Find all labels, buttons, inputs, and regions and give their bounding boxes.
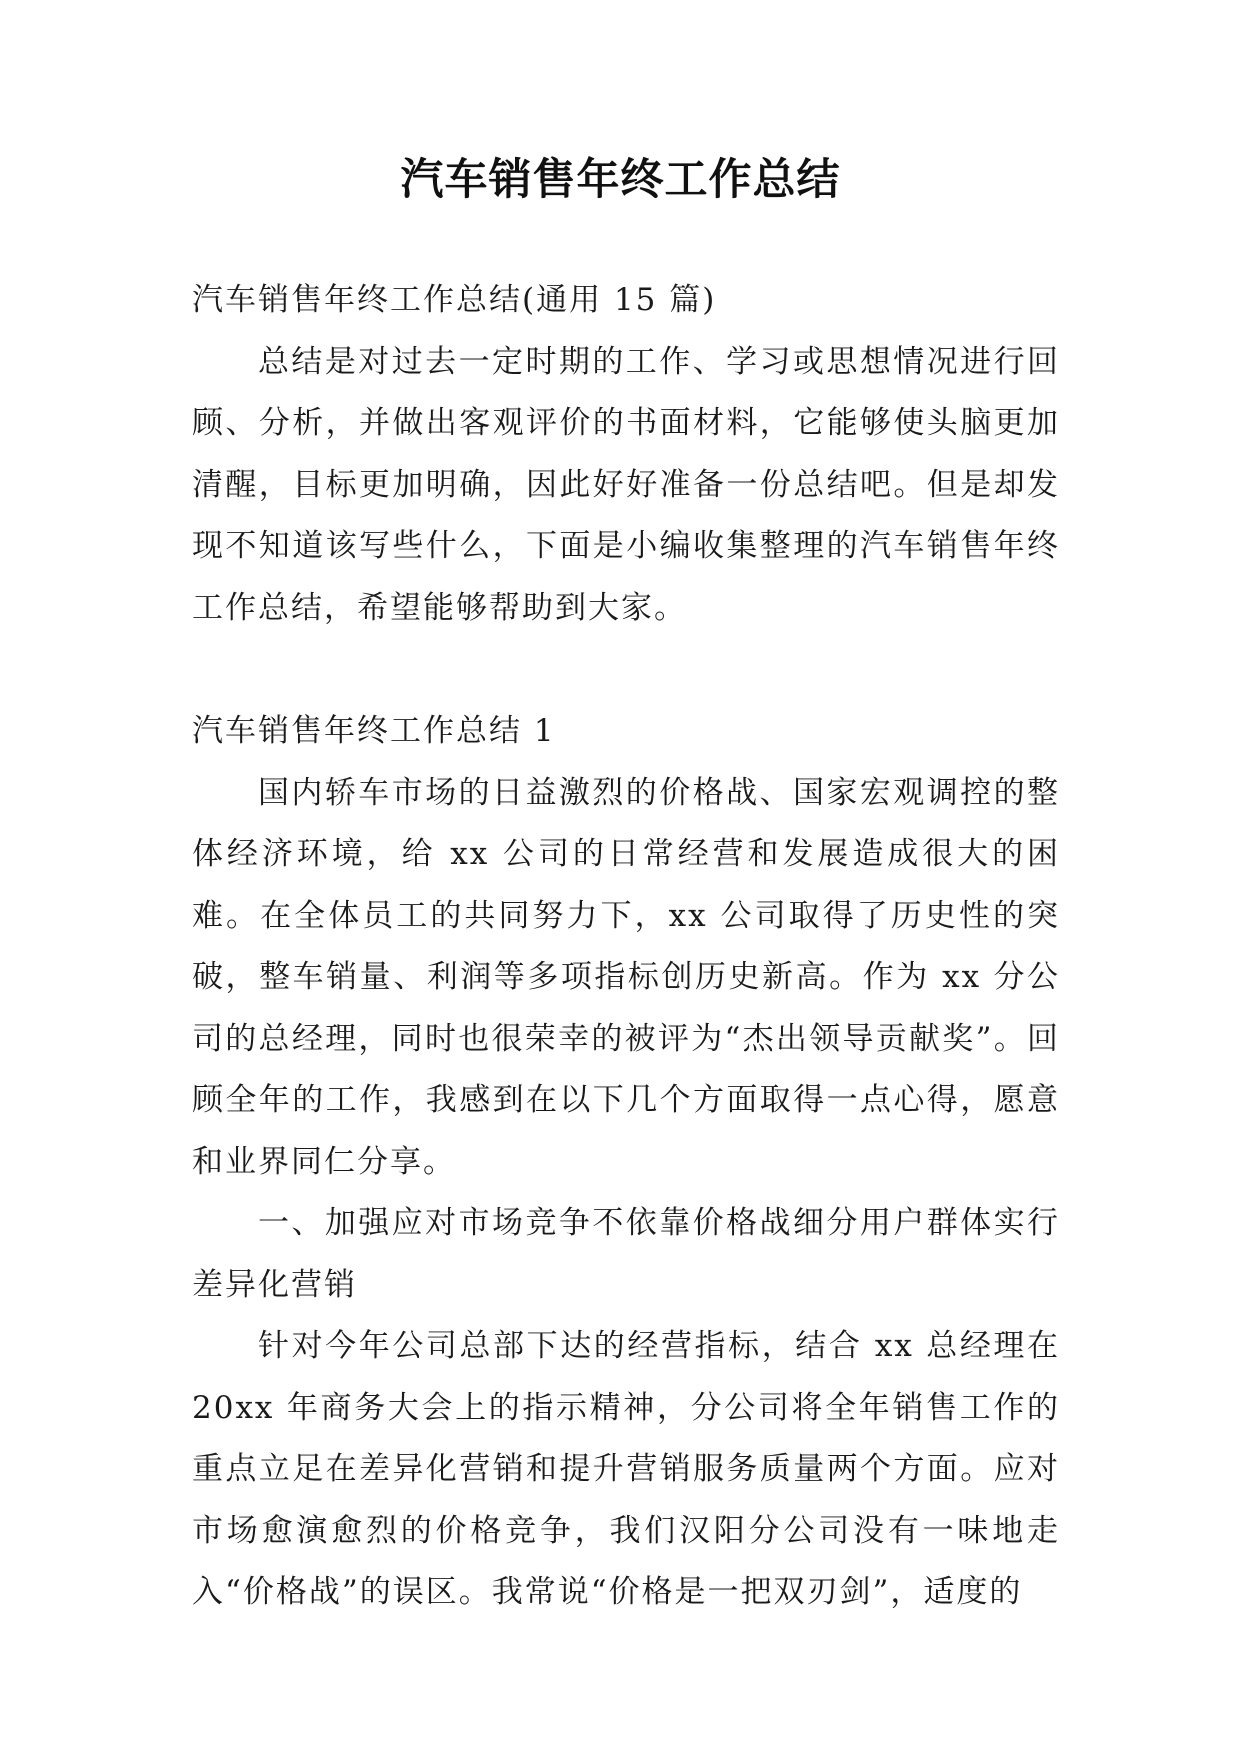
document-subtitle: 汽车销售年终工作总结(通用 15 篇): [192, 282, 717, 318]
document-body: [192, 270, 1060, 1624]
intro-paragraph: 总结是对过去一定时期的工作、学习或思想情况进行回顾、分析，并做出客观评价的书面材料，它能够使头脑更加清醒，目标更加明确，因此好好准备一份总结吧。但是却发现不知道该写些什么，下面是小编收集整理的汽车销售年终工作总结，希望能够帮助到大家。: [192, 343, 1060, 626]
body-paragraph: 国内轿车市场的日益激烈的价格战、国家宏观调控的整体经济环境，给 xx 公司的日常经营和发展造成很大的困难。在全体员工的共同努力下，xx 公司取得了历史性的突破，整车销量、利润等多项指标创历史新高。作为 xx 分公司的总经理，同时也很荣幸的被评为“杰出领导贡献奖”。回顾全年的工作，我感到在以下几个方面取得一点心得，愿意和业界同仁分享。: [192, 774, 1060, 1180]
section-heading: 汽车销售年终工作总结 1: [192, 713, 556, 749]
point-heading: 一、加强应对市场竞争不依靠价格战细分用户群体实行差异化营销: [192, 1205, 1060, 1303]
document-title: 汽车销售年终工作总结: [400, 155, 841, 205]
body-paragraph: 针对今年公司总部下达的经营指标，结合 xx 总经理在20xx 年商务大会上的指示精神，分公司将全年销售工作的重点立足在差异化营销和提升营销服务质量两个方面。应对市场愈演愈烈的价格竞争，我们汉阳分公司没有一味地走入“价格战”的误区。我常说“价格是一把双刃剑”，适度的: [192, 1328, 1060, 1610]
